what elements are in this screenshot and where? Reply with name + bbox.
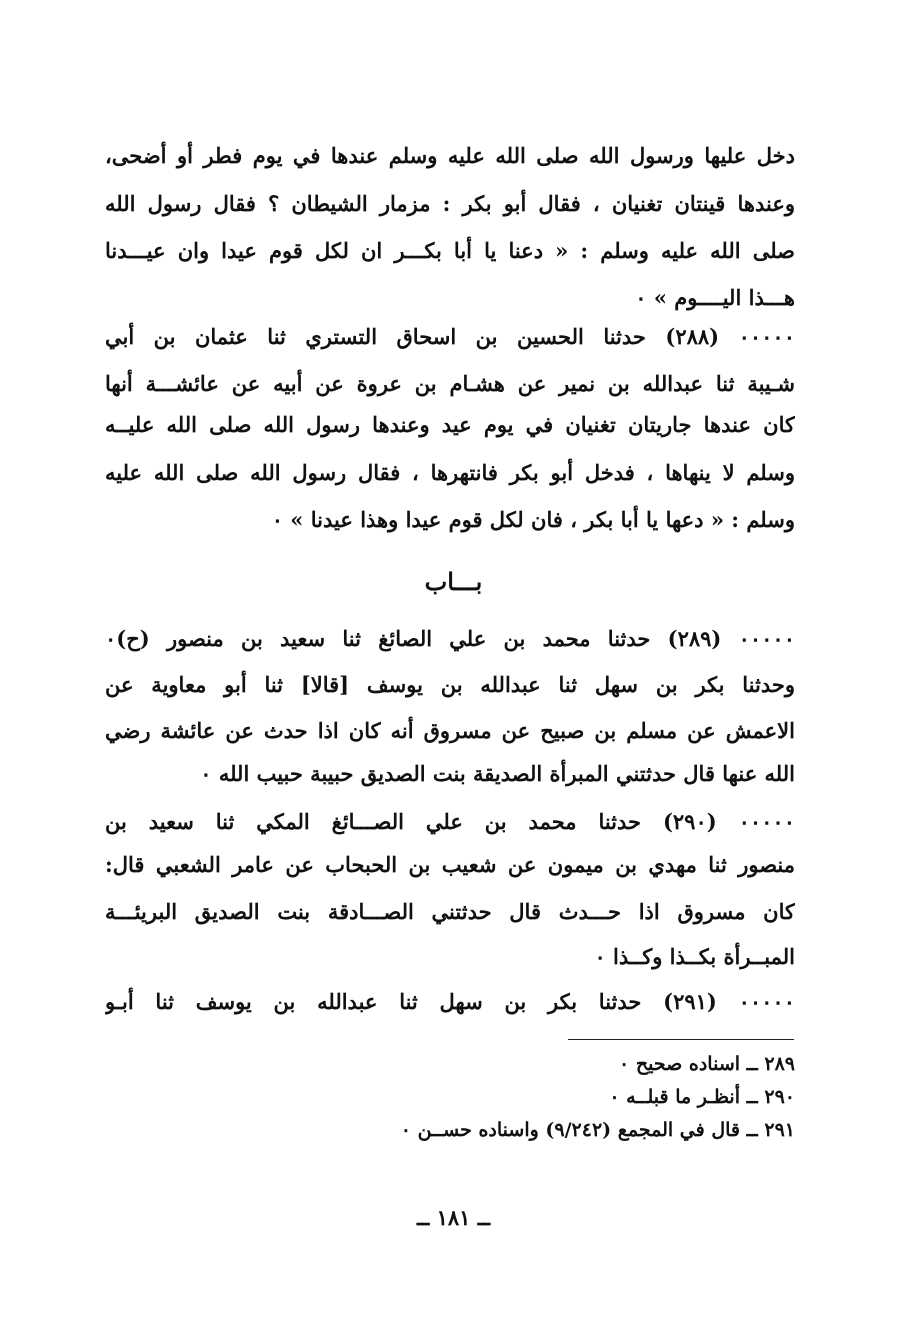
hadith-288-line: ٠٠٠٠٠ (٢٨٨) حدثنا الحسين بن اسحاق التستري ثنا عثمان بن أبي — [105, 324, 795, 349]
hadith-290-line: ٠٠٠٠٠ (٢٩٠) حدثنا محمد بن علي الصـــائغ المكي ثنا سعيد بن — [105, 809, 795, 834]
page-number: ــ ١٨١ ــ — [416, 1205, 491, 1230]
footnote-291: ٢٩١ ــ قال في المجمع (٩/٢٤٢) واسناده حســن ٠ — [400, 1119, 795, 1141]
footnote-divider — [568, 1039, 794, 1040]
text-line: الله عنها قال حدثتني المبرأة الصديقة بنت الصديق حبيبة حبيب الله ٠ — [200, 761, 795, 786]
hadith-291-line: ٠٠٠٠٠ (٢٩١) حدثنا بكر بن سهل ثنا عبدالله بن يوسف ثنا أبـو — [105, 989, 795, 1014]
text-line: الاعمش عن مسلم بن صبيح عن مسروق أنه كان اذا حدث عن عائشة رضي — [105, 718, 795, 743]
text-line: وسلم : « دعها يا أبا بكر ، فان لكل قوم عيدا وهذا عيدنا » ٠ — [271, 507, 795, 532]
text-line: المبــرأة بكــذا وكــذا ٠ — [594, 944, 795, 969]
text-line: منصور ثنا مهدي بن ميمون عن شعيب بن الحبحاب عن عامر الشعبي قال: — [105, 852, 795, 877]
text-line: كان مسروق اذا حـــدث قال حدثتني الصـــادقة بنت الصديق البريئـــة — [105, 899, 795, 924]
hadith-289-line: ٠٠٠٠٠ (٢٨٩) حدثنا محمد بن علي الصائغ ثنا سعيد بن منصور (ح)٠ — [105, 626, 795, 651]
text-line: وعندها قينتان تغنيان ، فقال أبو بكر : مزمار الشيطان ؟ فقال رسول الله — [105, 191, 795, 216]
text-line: شـيبة ثنا عبدالله بن نمير عن هشـام بن عروة عن أبيه عن عائشـــة أنها — [105, 371, 795, 396]
text-line: وحدثنا بكر بن سهل ثنا عبدالله بن يوسف [قالا] ثنا أبو معاوية عن — [105, 672, 795, 697]
text-line: كان عندها جاريتان تغنيان في يوم عيد وعندها رسول الله صلى الله عليــه — [105, 412, 795, 437]
footnote-289: ٢٨٩ ــ اسناده صحيح ٠ — [619, 1053, 795, 1075]
text-line: وسلم لا ينهاها ، فدخل أبو بكر فانتهرها ، فقال رسول الله صلى الله عليه — [105, 460, 795, 485]
footnote-290: ٢٩٠ ــ أنظـر ما قبلــه ٠ — [609, 1086, 795, 1108]
text-line: دخل عليها ورسول الله صلى الله عليه وسلم عندها في يوم فطر أو أضحى، — [105, 143, 795, 168]
section-heading: بـــاب — [424, 567, 483, 596]
text-line: هـــذا اليــــوم » ٠ — [635, 285, 795, 310]
text-line: صلى الله عليه وسلم : « دعنا يا أبا بكـــر ان لكل قوم عيدا وان عيـــدنا — [105, 238, 795, 263]
